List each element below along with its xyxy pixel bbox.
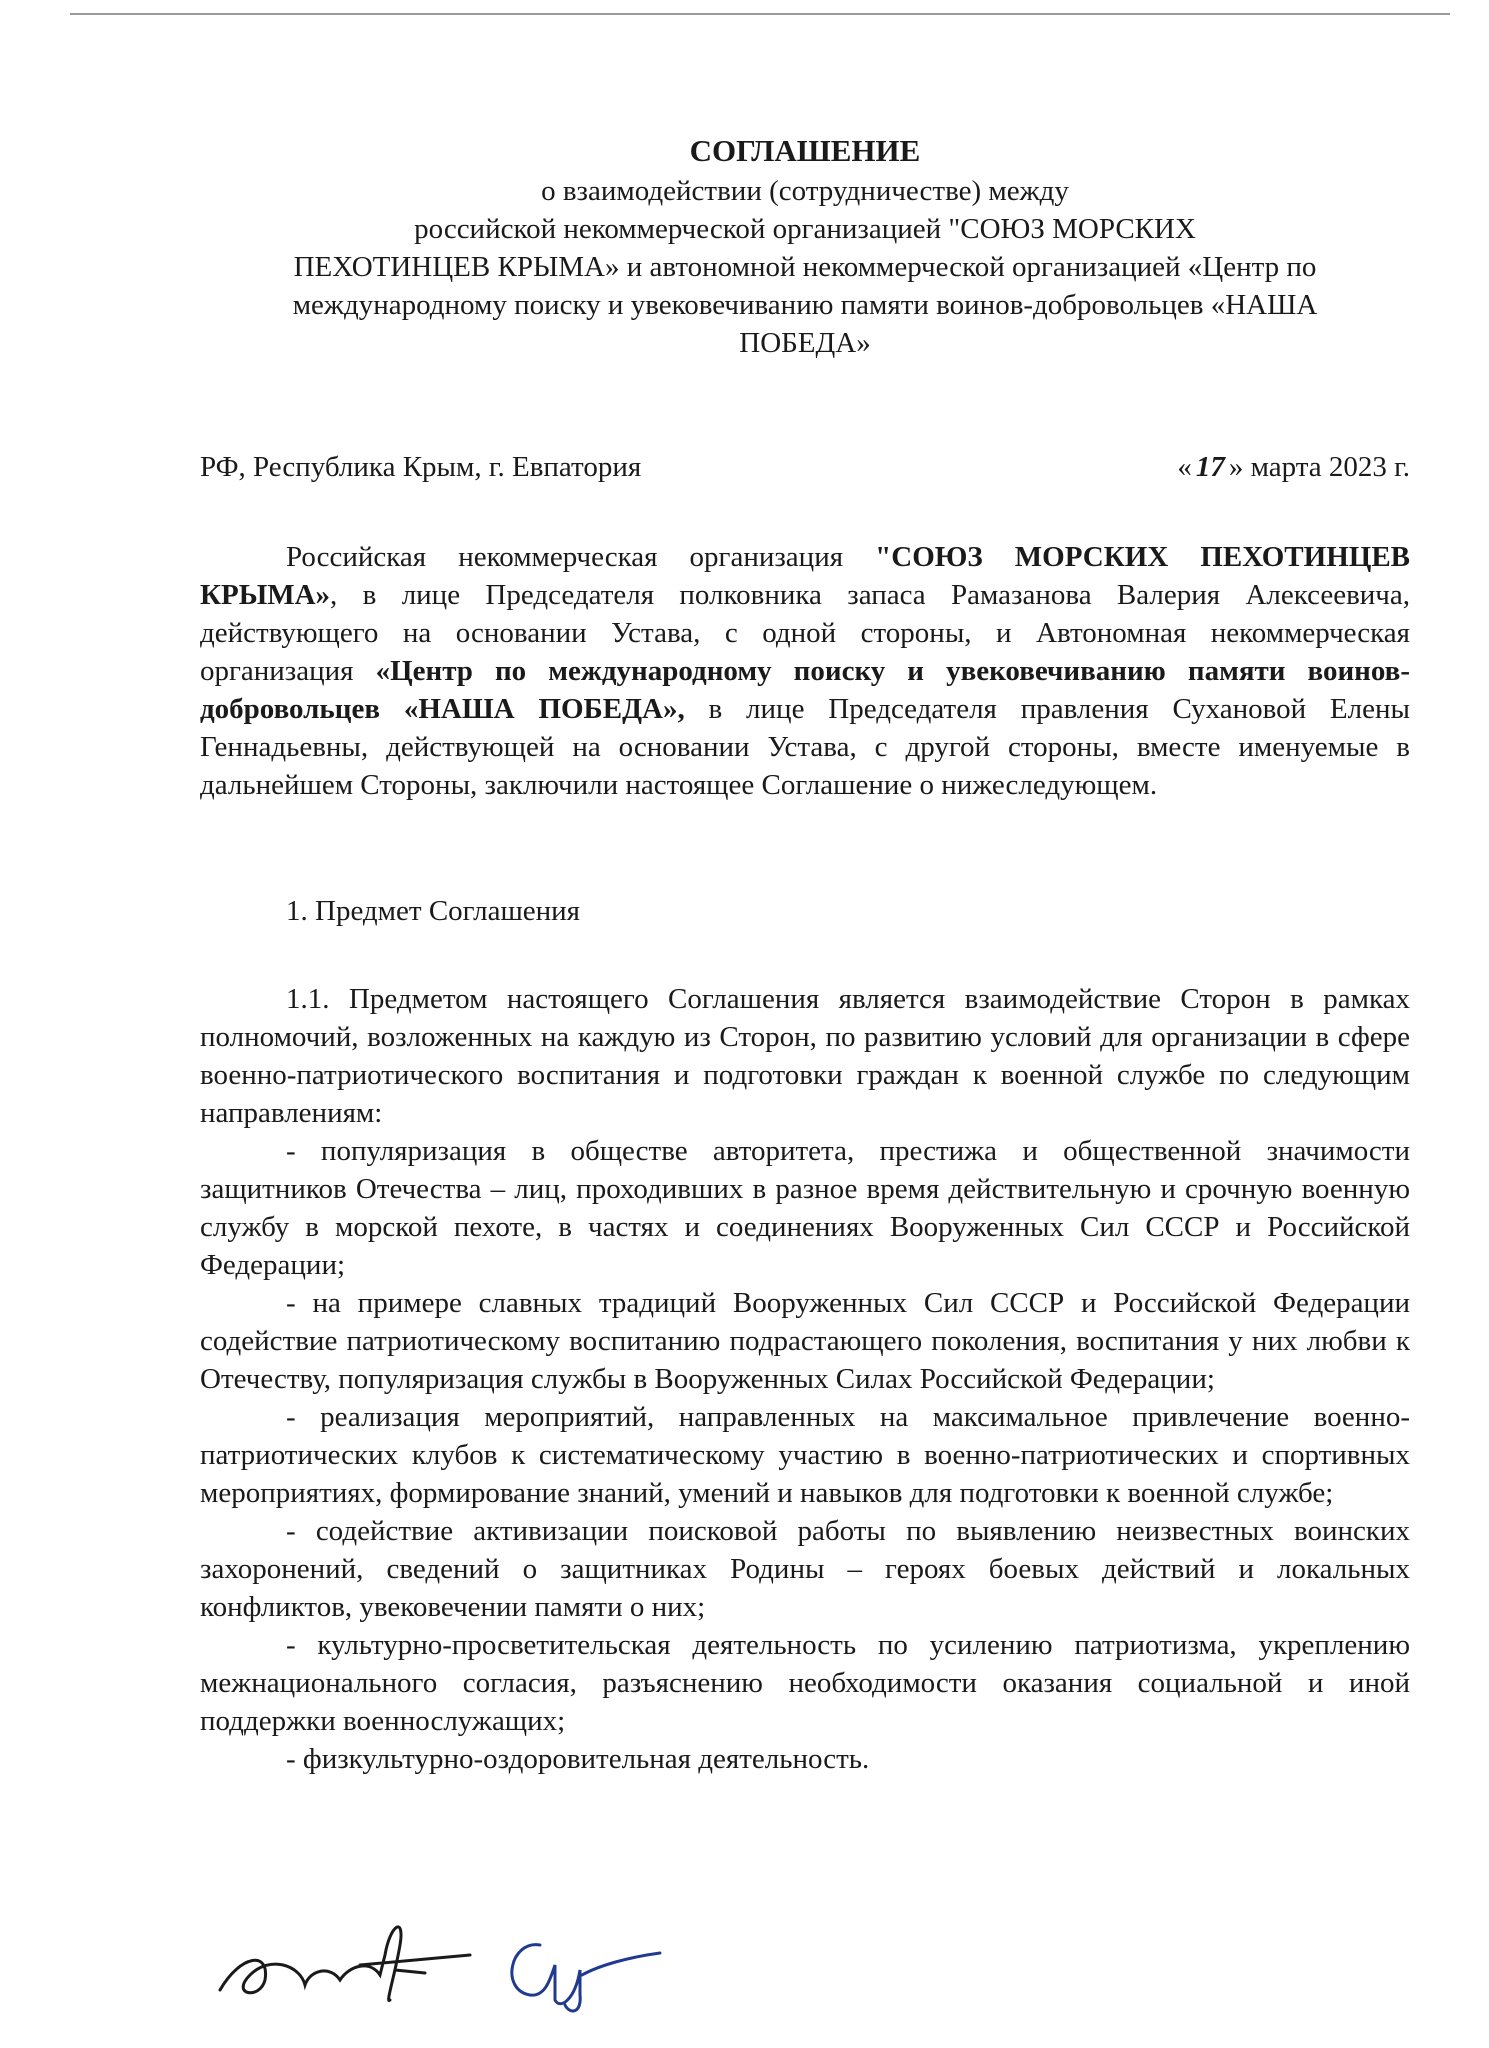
date-text bbox=[1177, 448, 1410, 486]
list-item: - физкультурно-оздоровительная деятельность. bbox=[286, 1743, 870, 1775]
date-rest: » марта 2023 г. bbox=[1228, 451, 1410, 483]
place-date-row bbox=[200, 448, 1410, 486]
section-1-title: 1. Предмет Соглашения bbox=[286, 895, 581, 927]
document-page bbox=[200, 130, 1410, 1778]
list-item: - на примере славных традиций Вооруженных Сил СССР и Российской Федерации содействие патриотическому воспитанию подрастающего поколения, воспитания у них любви к Отечеству, популяризация службы в Вооруженных Силах Российской Федерации; bbox=[200, 1287, 1410, 1395]
list-item: - культурно-просветительская деятельность по усилению патриотизма, укреплению межнационального согласия, разъяснению необходимости оказания социальной и иной поддержки военнослужащих; bbox=[200, 1629, 1410, 1737]
place-text: РФ, Республика Крым, г. Евпатория bbox=[200, 451, 642, 483]
title-heading: СОГЛАШЕНИЕ bbox=[689, 133, 921, 168]
title-line-3: ПЕХОТИНЦЕВ КРЫМА» и автономной некоммерческой организацией «Центр по bbox=[293, 251, 1317, 283]
list-item: - популяризация в обществе авторитета, престижа и общественной значимости защитников Отечества – лиц, проходивших в разное время действительную и срочную военную службу в морской пехоте, в частях и соединениях Вооруженных Сил СССР и Российской Федерации; bbox=[200, 1135, 1410, 1281]
list-item: - содействие активизации поисковой работы по выявлению неизвестных воинских захоронений, сведений о защитниках Родины – героях боевых действий и локальных конфликтов, увековечении памяти о них; bbox=[200, 1515, 1410, 1623]
title-line-2: российской некоммерческой организацией "СОЮЗ МОРСКИХ bbox=[414, 213, 1196, 245]
signature-1 bbox=[220, 1927, 470, 2001]
date-day: 17 bbox=[1195, 451, 1225, 483]
signatures bbox=[210, 1895, 690, 2015]
intro-text-3: в лице Председателя правления Сухановой Елены Геннадьевны, действующей на основании Устава, с другой стороны, вместе именуемые в дальнейшем Стороны, заключили настоящее Соглашение о нижеследующем. bbox=[200, 693, 1410, 801]
title-line-4: международному поиску и увековечиванию памяти воинов-добровольцев «НАША bbox=[292, 289, 1318, 321]
page-top-border bbox=[70, 13, 1450, 15]
intro-paragraph bbox=[200, 538, 1410, 804]
clause-1-1: 1.1. Предметом настоящего Соглашения является взаимодействие Сторон в рамках полномочий, возложенных на каждую из Сторон, по развитию условий для организации в сфере военно-патриотического воспитания и подготовки граждан к военной службе по следующим направлениям: bbox=[200, 983, 1410, 1129]
list-item: - реализация мероприятий, направленных на максимальное привлечение военно-патриотических клубов к систематическому участию в военно-патриотических и спортивных мероприятиях, формирование знаний, умений и навыков для подготовки к военной службе; bbox=[200, 1401, 1410, 1509]
title-line-1: о взаимодействии (сотрудничестве) между bbox=[541, 175, 1069, 207]
intro-text-1: Российская некоммерческая организация bbox=[286, 541, 876, 573]
title-line-5: ПОБЕДА» bbox=[739, 327, 871, 359]
party-2-name: «Центр по международному поиску и увековечиванию памяти воинов-добровольцев «НАША ПОБЕДА», bbox=[200, 655, 1410, 725]
date-open-quote: « bbox=[1177, 451, 1192, 483]
party-1-name: "СОЮЗ МОРСКИХ ПЕХОТИНЦЕВ КРЫМА» bbox=[200, 541, 1410, 611]
intro-text-2: , в лице Председателя полковника запаса Рамазанова Валерия Алексеевича, действующего на основании Устава, с одной стороны, и Автономная некоммерческая организация bbox=[200, 579, 1410, 687]
signature-2 bbox=[512, 1945, 660, 2011]
document-title bbox=[200, 130, 1410, 362]
